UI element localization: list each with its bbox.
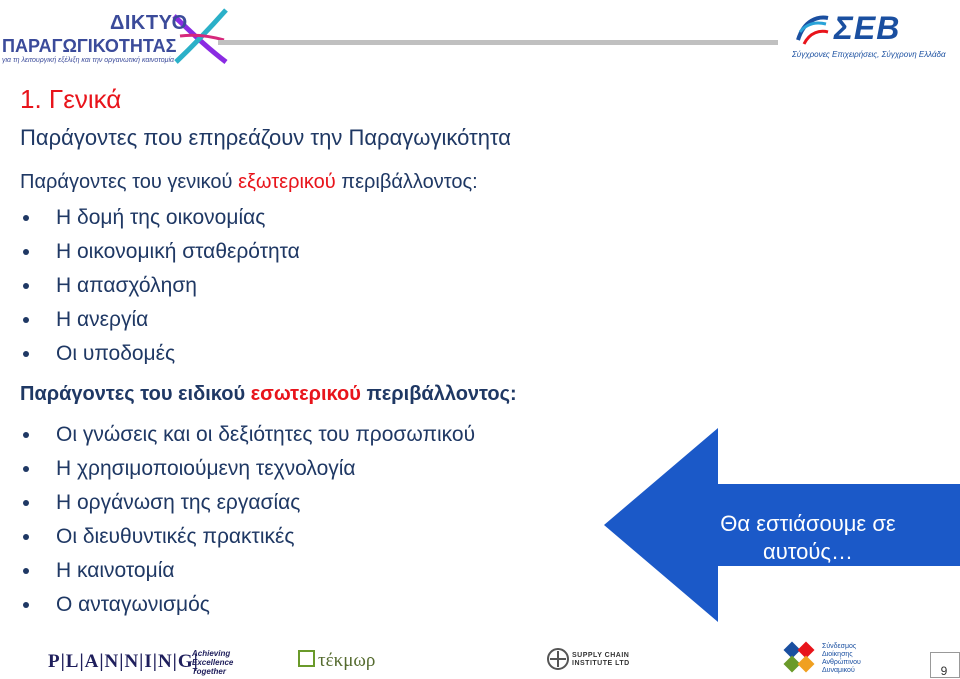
section-title: 1. Γενικά xyxy=(20,84,122,114)
bullet-icon xyxy=(23,500,29,506)
internal-heading-highlight: εσωτερικού xyxy=(250,383,361,405)
dikti-paragogikotitas-logo xyxy=(0,6,230,66)
sdad-line: Σύνδεσμος xyxy=(822,643,857,650)
arrow-label-line1: Θα εστιάσουμε σε xyxy=(720,511,896,536)
list-item xyxy=(20,303,300,337)
list-item xyxy=(20,201,300,235)
list-item xyxy=(20,520,475,554)
seb-tagline: Σύγχρονες Επιχειρήσεις, Σύγχρονη Ελλάδα xyxy=(792,50,946,59)
logo-line1: ΔΙΚΤΥΟ xyxy=(110,12,188,34)
bullet-icon xyxy=(23,249,29,255)
arrow-label-line2: αυτούς… xyxy=(763,539,853,564)
list-item xyxy=(20,554,475,588)
sdad-logo xyxy=(782,640,902,676)
list-item-text: Οι γνώσεις και οι δεξιότητες του προσωπικού xyxy=(56,423,476,446)
list-item xyxy=(20,235,300,269)
seb-name: ΣΕΒ xyxy=(834,10,901,46)
bullet-icon xyxy=(23,466,29,472)
sdad-line: Δυναμικού xyxy=(822,667,855,674)
internal-factors-list xyxy=(20,418,475,622)
list-item-text: Η οικονομική σταθερότητα xyxy=(56,240,300,263)
internal-heading-lead: Παράγοντες του ειδικού xyxy=(20,383,246,405)
list-item xyxy=(20,588,475,622)
sdad-line: Διοίκησης xyxy=(822,651,853,658)
list-item-text: Οι διευθυντικές πρακτικές xyxy=(56,525,295,548)
tagline-line: Excellence xyxy=(192,658,234,667)
external-factors-heading xyxy=(20,171,478,194)
achieving-excellence-tagline xyxy=(192,649,233,676)
scm-emblem-icon xyxy=(546,647,570,671)
bullet-icon xyxy=(23,215,29,221)
supply-chain-institute-logo xyxy=(546,647,656,673)
list-item xyxy=(20,337,300,371)
square-icon xyxy=(298,650,315,667)
focus-arrow xyxy=(604,428,960,622)
scm-line: SUPPLY CHAIN xyxy=(572,652,630,659)
seb-logo xyxy=(792,8,960,62)
bullet-icon xyxy=(23,283,29,289)
tekmor-logo xyxy=(298,650,375,672)
list-item-text: Ο ανταγωνισμός xyxy=(56,593,210,616)
list-item-text: Η οργάνωση της εργασίας xyxy=(56,491,301,514)
sdad-emblem-icon xyxy=(782,640,818,676)
list-item-text: Η δομή της οικονομίας xyxy=(56,206,266,229)
internal-heading-tail: περιβάλλοντος: xyxy=(366,383,517,405)
bullet-icon xyxy=(23,317,29,323)
list-item-text: Οι υποδομές xyxy=(56,342,176,365)
focus-arrow-label xyxy=(684,510,932,566)
scm-line: INSTITUTE LTD xyxy=(572,660,630,667)
tagline-line: Achieving xyxy=(192,649,231,658)
sdad-text xyxy=(822,643,861,675)
list-item xyxy=(20,418,475,452)
external-heading-highlight: εξωτερικού xyxy=(238,171,336,193)
tekmor-text: τέκμωρ xyxy=(318,650,376,671)
logo-tagline: για τη λειτουργική εξέλιξη και την οργανωτική καινοτομία xyxy=(2,57,175,64)
list-item xyxy=(20,269,300,303)
slide-subtitle: Παράγοντες που επηρεάζουν την Παραγωγικότητα xyxy=(20,125,512,150)
external-factors-list xyxy=(20,201,300,371)
logo-line2: ΠΑΡΑΓΩΓΙΚΟΤΗΤΑΣ xyxy=(2,36,177,56)
external-heading-lead: Παράγοντες του γενικού xyxy=(20,171,233,193)
external-heading-tail: περιβάλλοντος: xyxy=(341,171,478,193)
page-number: 9 xyxy=(940,664,948,678)
seb-emblem-icon xyxy=(792,10,832,50)
sdad-line: Ανθρώπινου xyxy=(822,659,861,666)
header-divider xyxy=(218,40,778,45)
list-item xyxy=(20,486,475,520)
bullet-icon xyxy=(23,534,29,540)
scm-text xyxy=(572,652,630,668)
list-item xyxy=(20,452,475,486)
internal-factors-heading xyxy=(20,383,517,406)
list-item-text: Η απασχόληση xyxy=(56,274,197,297)
bullet-icon xyxy=(23,432,29,438)
planning-logo: P|L|A|N|N|I|N|G| xyxy=(48,651,199,672)
list-item-text: Η καινοτομία xyxy=(56,559,175,582)
bullet-icon xyxy=(23,568,29,574)
list-item-text: Η χρησιμοποιούμενη τεχνολογία xyxy=(56,457,356,480)
tagline-line: Together xyxy=(192,667,226,676)
list-item-text: Η ανεργία xyxy=(56,308,149,331)
bullet-icon xyxy=(23,602,29,608)
bullet-icon xyxy=(23,351,29,357)
